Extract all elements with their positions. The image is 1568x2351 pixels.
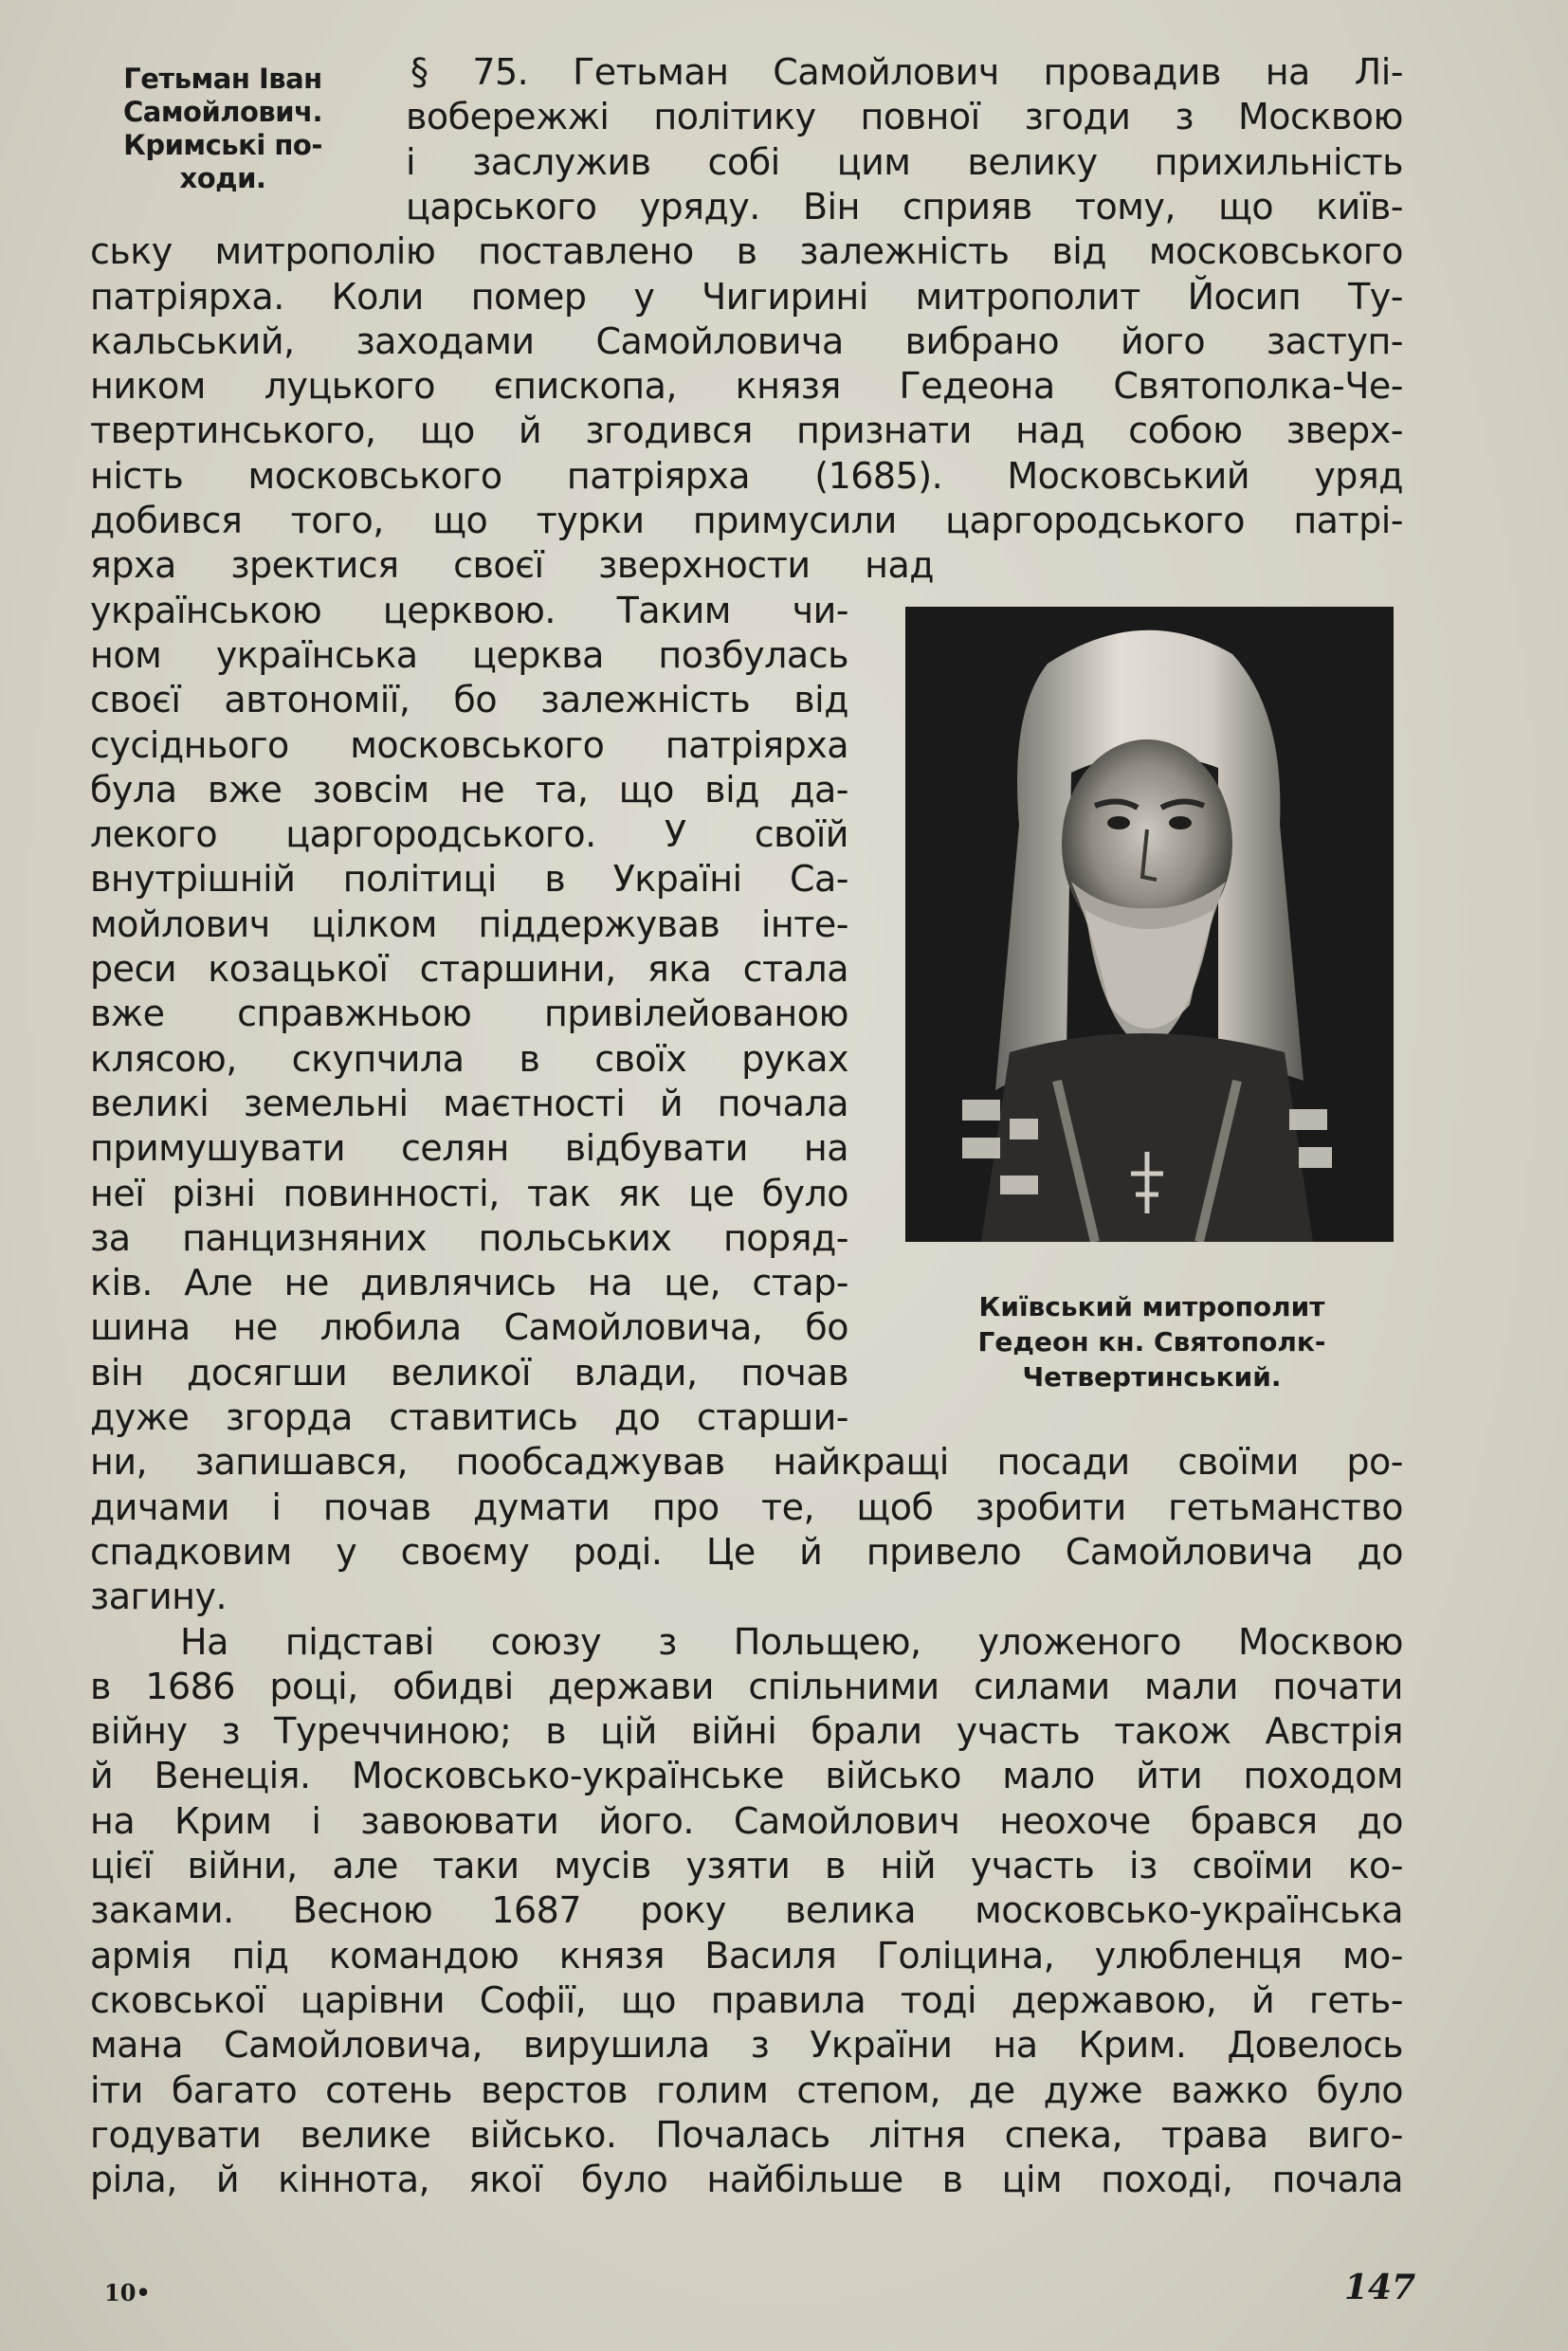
text-line: за панцизняних польських поряд- [90, 1216, 848, 1259]
text-line: ярха зректися своєї зверхности над [90, 544, 934, 587]
text-line: й Венеція. Московсько-українське військо мало йти походом [90, 1755, 1403, 1797]
text-line: вже справжньою привілейованою [90, 993, 848, 1035]
text-line: На підставі союзу з Польщею, уложеного Москвою [180, 1620, 1403, 1663]
text-line: ність московського патріярха (1685). Московський уряд [90, 454, 1403, 497]
caption-line: Четвертинський. [1022, 1361, 1282, 1393]
text-line: армія під командою князя Василя Голіцина, улюбленця мо- [90, 1934, 1403, 1977]
text-line: ни, запишався, пообсаджував найкращі посади своїми ро- [90, 1441, 1403, 1484]
margin-note-line: ходи. [179, 162, 266, 194]
text-line: дуже згорда ставитись до старши- [90, 1396, 848, 1438]
text-line: ську митрополію поставлено в залежність від московського [90, 230, 1403, 273]
text-line: царського уряду. Він сприяв тому, що київ- [406, 185, 1403, 228]
margin-note [95, 63, 351, 195]
text-line: вобережжі політику повної згоди з Москвою [406, 96, 1403, 138]
text-line: цієї війни, але таки мусів узяти в ній участь із своїми ко- [90, 1845, 1403, 1886]
page-number: 147 [1344, 2268, 1416, 2307]
text-line: війну з Туреччиною; в цій війні брали участь також Австрія [90, 1710, 1403, 1753]
text-line: дичами і почав думати про те, щоб зробити гетьманство [90, 1485, 1403, 1528]
text-line: своєї автономії, бо залежність від [90, 679, 848, 721]
portrait-drawing [905, 607, 1394, 1242]
text-line: великі земельні маєтності й почала [90, 1082, 848, 1124]
text-line: годувати велике військо. Почалась літня спека, трава виго- [90, 2113, 1403, 2156]
text-line: в 1686 році, обидві держави спільними силами мали почати [90, 1665, 1403, 1707]
text-line: § 75. Гетьман Самойлович провадив на Лі- [410, 51, 1403, 93]
text-line: ником луцького єпископа, князя Гедеона Святополка-Че- [90, 365, 1403, 408]
text-line: добився того, що турки примусили царгородського патрі- [90, 500, 1403, 541]
text-line: внутрішній політиці в Україні Са- [90, 858, 848, 901]
text-line: мойлович цілком піддержував інте- [90, 902, 848, 945]
text-line: реси козацької старшини, яка стала [90, 948, 848, 990]
text-line: шина не любила Самойловича, бо [90, 1306, 848, 1349]
margin-note-line: Самойлович. [122, 96, 323, 128]
text-line: спадковим у своєму роді. Це й привело Самойловича до [90, 1530, 1403, 1573]
signature-mark: 10• [104, 2279, 151, 2306]
text-line: примушувати селян відбувати на [90, 1127, 848, 1170]
caption-line: Гедеон кн. Святополк- [977, 1326, 1326, 1358]
text-line: заками. Весною 1687 року велика московсько-українська [90, 1889, 1403, 1932]
margin-note-line: Гетьман Іван [123, 63, 322, 95]
text-line: ріла, й кіннота, якої було найбільше в цім поході, почала [90, 2159, 1403, 2201]
text-line: ків. Але не дивлячись на це, стар- [90, 1262, 848, 1304]
text-line: клясою, скупчила в своїх руках [90, 1037, 848, 1080]
text-line: патріярха. Коли помер у Чигирині митрополит Йосип Ту- [90, 275, 1403, 318]
text-line: на Крим і завоювати його. Самойлович неохоче брався до [90, 1799, 1403, 1842]
text-line: і заслужив собі цим велику прихильність [406, 140, 1403, 183]
text-line: він досягши великої влади, почав [90, 1351, 848, 1394]
text-line: українською церквою. Таким чи- [90, 589, 848, 631]
figure-caption [910, 1289, 1394, 1394]
text-line: твертинського, що й згодився признати над собою зверх- [90, 410, 1403, 452]
text-line: неї різні повинності, так як це було [90, 1172, 848, 1214]
text-line: загину. [90, 1576, 228, 1618]
text-line: кальський, заходами Самойловича вибрано його заступ- [90, 319, 1403, 362]
text-line: була вже зовсім не та, що від да- [90, 768, 848, 811]
text-line: мана Самойловича, вирушила з України на Крим. Довелось [90, 2024, 1403, 2067]
portrait-image [905, 607, 1394, 1242]
margin-note-line: Кримські по- [123, 129, 322, 161]
text-line: іти багато сотень верстов голим степом, де дуже важко було [90, 2069, 1403, 2111]
text-line: сусіднього московського патріярха [90, 723, 848, 766]
caption-line: Київський митрополит [978, 1291, 1325, 1322]
text-line: ном українська церква позбулась [90, 633, 848, 676]
text-line: лекого царгородського. У своїй [90, 813, 848, 856]
text-line: сковської царівни Софії, що правила тоді державою, й геть- [90, 1978, 1403, 2021]
